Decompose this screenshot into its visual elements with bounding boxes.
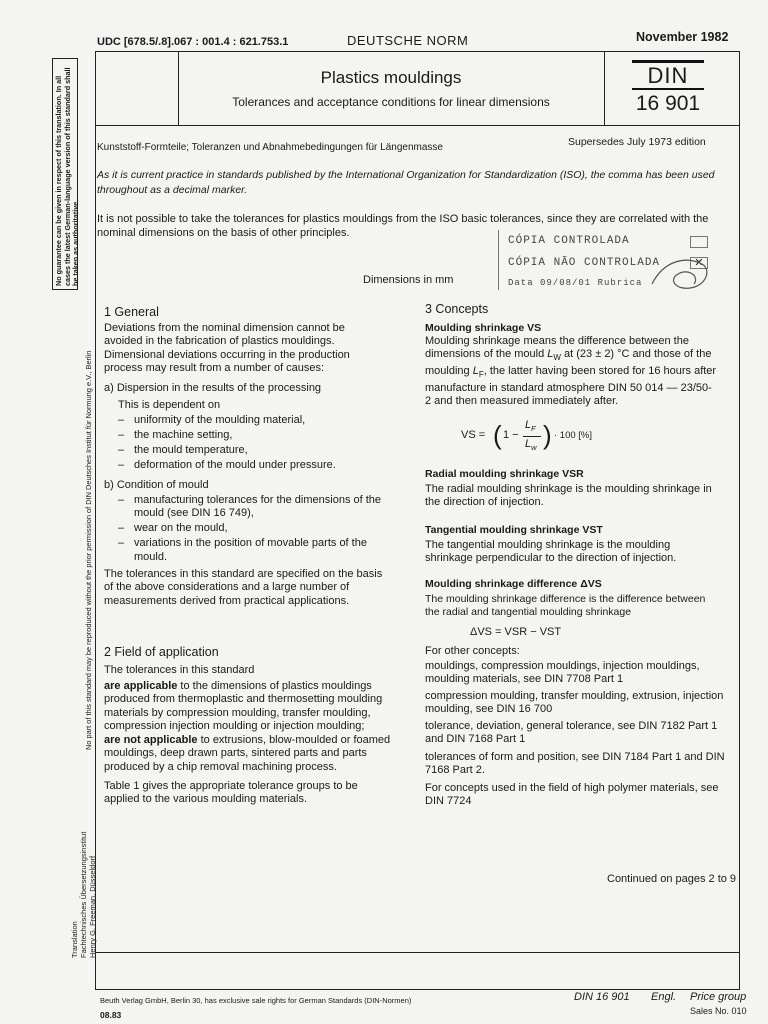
- din-logo-bottom-rule: [632, 88, 704, 90]
- section-1-a-intro: This is dependent on: [118, 399, 221, 411]
- control-stamp: [496, 228, 718, 292]
- section-2-p2-text: to the dimensions of plastics mouldings produced from thermoplastic and thermosetting moulding materials by compression moulding, transfer moulding, compression injection moulding or injection moulding;: [104, 680, 383, 733]
- section-2-applicable: are applicable: [104, 680, 178, 692]
- section-1-p2: Dimensional deviations occurring in the production process may result from a number of causes:: [104, 349, 350, 375]
- vs-text-1: Moulding shrinkage means the difference between the dimensions of the mould: [425, 335, 689, 361]
- section-2-heading: 2 Field of application: [104, 645, 219, 659]
- section-1-p3: The tolerances in this standard are specified on the basis of the above considerations and a large number of measurements derived from practical applications.: [104, 568, 383, 607]
- list-item: – variations in the position of movable parts of the mould.: [118, 537, 388, 564]
- dvs-heading: Moulding shrinkage difference ΔVS: [425, 578, 602, 590]
- formula-open-paren: (: [493, 420, 502, 450]
- other-concept-5: For concepts used in the field of high polymer materials, see DIN 7724: [425, 782, 719, 808]
- stamp-line-uncontrolled: CÓPIA NÃO CONTROLADA: [508, 257, 661, 269]
- dvs-definition: The moulding shrinkage difference is the difference between the radial and tangential moulding shrinkage: [425, 593, 706, 619]
- list-item: – uniformity of the moulding material,: [118, 414, 384, 427]
- formula-denominator: [525, 438, 537, 452]
- din-logo-text: DIN: [647, 63, 689, 88]
- symbol-lf: L: [472, 365, 479, 377]
- title-box-right: [604, 51, 605, 125]
- vs-text-2: at (23 ± 2) °C and those of the moulding: [425, 348, 712, 377]
- footer-din-ref: DIN 16 901: [574, 991, 630, 1003]
- dvs-formula: ΔVS = VSR − VST: [470, 626, 562, 638]
- section-2-not-applicable: are not applicable: [104, 734, 198, 746]
- list-item: – wear on the mould,: [118, 522, 388, 535]
- list-item: – deformation of the mould under pressure.: [118, 459, 384, 472]
- symbol-lf-sub: F: [478, 370, 484, 380]
- footer-language: Engl.: [651, 991, 677, 1003]
- vs-text-3: , the latter having been stored for 16 hours after manufacture in standard atmosphere DIN 50 014 — 23/50-2 and then measured immediately after.: [425, 365, 717, 407]
- section-1-a-heading: a) Dispersion in the results of the processing: [104, 382, 322, 394]
- formula-num-letter: L: [525, 419, 532, 431]
- section-1-b-list: [118, 494, 388, 564]
- translator-institute: Fachtechnisches Übersetzungsinstitut: [79, 831, 88, 958]
- copyright-notice: No part of this standard may be reproduced without the prior permission of DIN Deutsches Institut für Normung e.V., Berlin: [84, 350, 93, 750]
- section-2-p3: [104, 734, 396, 774]
- other-concepts-heading: For other concepts:: [425, 645, 520, 657]
- din-number: 16 901: [635, 92, 701, 115]
- section-1-p1: Deviations from the nominal dimension cannot be avoided in the fabrication of plastics mouldings.: [104, 322, 345, 348]
- issue-date: November 1982: [636, 30, 729, 44]
- translation-label: Translation: [70, 921, 79, 958]
- section-2-p1: The tolerances in this standard: [104, 664, 255, 676]
- symbol-lw-sub: W: [553, 353, 561, 363]
- footer-rule-2: [95, 989, 740, 990]
- page-frame-left: [95, 51, 96, 989]
- document-subtitle: Tolerances and acceptance conditions for linear dimensions: [232, 95, 550, 109]
- title-box-bottom: [95, 125, 740, 126]
- vst-definition: The tangential moulding shrinkage is the moulding shrinkage perpendicular to the direction of injection.: [425, 539, 677, 565]
- list-item: – manufacturing tolerances for the dimensions of the mould (see DIN 16 749),: [118, 494, 388, 521]
- udc-code: UDC [678.5/.8].067 : 001.4 : 621.753.1: [97, 36, 289, 48]
- publisher-note: Beuth Verlag GmbH, Berlin 30, has exclusive sale rights for German Standards (DIN-Normen): [100, 996, 412, 1005]
- formula-num-sub: F: [531, 424, 536, 434]
- iso-decimal-note: As it is current practice in standards published by the International Organization for Standardization (ISO), the comma has been used throughout as a decimal marker.: [97, 169, 715, 196]
- other-concept-1: mouldings, compression mouldings, injection mouldings, moulding materials, see DIN 7708 Part 1: [425, 660, 700, 686]
- section-1-b-heading: b) Condition of mould: [104, 479, 209, 491]
- vs-heading: Moulding shrinkage VS: [425, 322, 542, 334]
- vs-definition: [425, 335, 717, 408]
- stamp-checkbox-2: ✕: [690, 257, 708, 269]
- vs-formula: [461, 416, 641, 456]
- section-2-p2: [104, 680, 396, 734]
- footer-rule: [95, 952, 740, 953]
- section-1-a-list: [118, 414, 384, 472]
- guarantee-notice: No guarantee can be given in respect of this translation. In all cases the latest German-language version of this standard shall be taken as authoritative.: [54, 67, 80, 286]
- list-item: – the mould temperature,: [118, 444, 384, 457]
- footer-sales-no: Sales No. 010: [690, 1006, 747, 1016]
- formula-numerator: [525, 419, 536, 433]
- formula-fraction-bar: [523, 436, 541, 437]
- symbol-lw: L: [547, 348, 554, 361]
- stamp-line-date: Data 09/08/01 Rubrica: [508, 278, 643, 288]
- supersedes-note: Supersedes July 1973 edition: [568, 136, 706, 148]
- section-1-heading: 1 General: [104, 305, 159, 319]
- header-rule: [95, 51, 740, 52]
- stamp-signature: [646, 250, 716, 294]
- norm-label: DEUTSCHE NORM: [347, 33, 469, 48]
- stamp-line-controlled: CÓPIA CONTROLADA: [508, 235, 630, 247]
- other-concept-4: tolerances of form and position, see DIN 7184 Part 1 and DIN 7168 Part 2.: [425, 751, 725, 777]
- other-concept-3: tolerance, deviation, general tolerance, see DIN 7182 Part 1 and DIN 7168 Part 1: [425, 720, 718, 746]
- formula-one: 1 −: [503, 429, 519, 441]
- formula-lhs: VS =: [461, 429, 486, 441]
- translator-name: Henry G. Freeman, Düsseldorf: [88, 855, 97, 958]
- din-logo: [632, 60, 704, 88]
- formula-den-sub: w: [531, 443, 537, 453]
- list-item: – the machine setting,: [118, 429, 384, 442]
- vst-heading: Tangential moulding shrinkage VST: [425, 524, 603, 536]
- other-concept-2: compression moulding, transfer moulding, extrusion, injection moulding, see DIN 16 700: [425, 690, 724, 716]
- stamp-checkbox-1: [690, 236, 708, 248]
- title-box-left: [178, 51, 179, 125]
- footer-price-group: Price group: [690, 991, 747, 1003]
- footer-code: 08.83: [100, 1010, 122, 1020]
- formula-den-letter: L: [525, 438, 532, 450]
- page-frame-right: [739, 51, 740, 989]
- section-2-p3-text: to extrusions, blow-moulded or foamed mouldings, deep drawn parts, sintered parts and parts produced by a chip removal machining process.: [104, 734, 391, 773]
- formula-tail: · 100 [%]: [554, 430, 593, 441]
- section-3-heading: 3 Concepts: [425, 302, 489, 316]
- intro-paragraph: It is not possible to take the tolerances for plastics mouldings from the ISO basic tolerances, since they are correlated with the nominal dimensions on the basis of other principles.: [97, 213, 709, 239]
- stamp-border: [498, 230, 499, 290]
- vsr-heading: Radial moulding shrinkage VSR: [425, 468, 584, 480]
- continued-note: Continued on pages 2 to 9: [607, 873, 737, 885]
- vsr-definition: The radial moulding shrinkage is the moulding shrinkage in the direction of injection.: [425, 483, 712, 509]
- section-2-p4: Table 1 gives the appropriate tolerance groups to be applied to the various moulding materials.: [104, 780, 358, 806]
- german-title: Kunststoff-Formteile; Toleranzen und Abnahmebedingungen für Längenmasse: [97, 142, 443, 153]
- document-title: Plastics mouldings: [320, 68, 462, 87]
- dimensions-note: Dimensions in mm: [363, 274, 454, 286]
- formula-close-paren: ): [543, 420, 552, 450]
